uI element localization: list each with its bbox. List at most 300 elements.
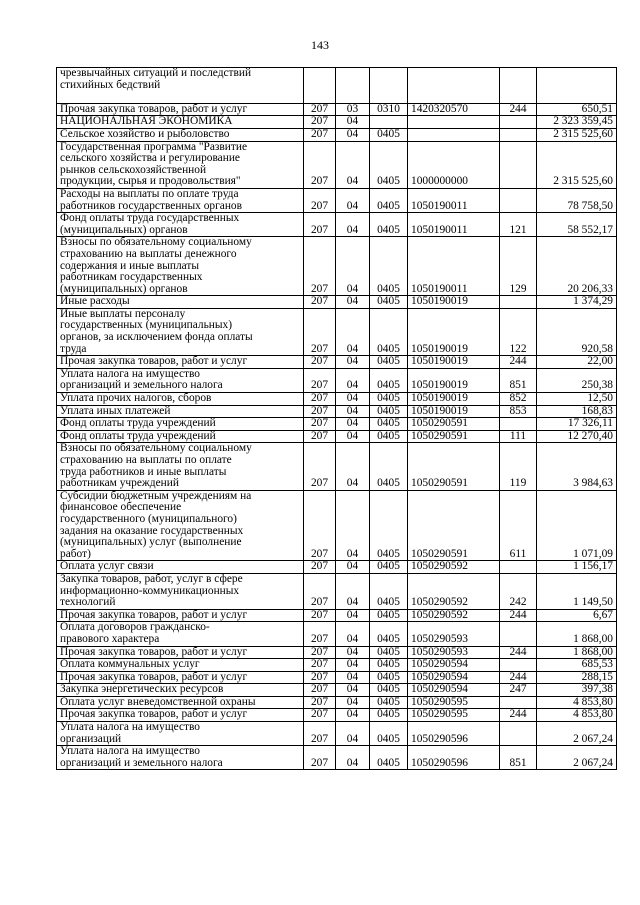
target-article-cell: 1050190019 [408, 405, 500, 418]
subsection-cell: 0405 [370, 696, 408, 709]
section-cell: 04 [336, 213, 370, 237]
amount-cell: 6,67 [537, 609, 617, 622]
target-article-cell: 1050290591 [408, 430, 500, 443]
item-name-line: Взносы по обязательному социальному [60, 442, 252, 455]
target-article-cell: 1050190019 [408, 308, 500, 355]
amount-cell: 12 270,40 [537, 430, 617, 443]
item-name-line: Иные выплаты персоналу [60, 308, 186, 320]
item-name-line: Прочая закупка товаров, работ и услуг [60, 609, 248, 621]
admin-code-cell: 207 [304, 356, 336, 369]
item-name-line: Сельское хозяйство и рыболовство [60, 128, 230, 140]
subsection-cell: 0405 [370, 684, 408, 697]
expense-type-cell: 122 [500, 308, 537, 355]
item-name-line: финансовое обеспечение [60, 501, 182, 514]
target-article-cell: 1050290596 [408, 722, 500, 746]
amount-cell: 22,00 [537, 356, 617, 369]
item-name-line: Взносы по обязательному социальному [60, 236, 252, 249]
target-article-cell: 1050290596 [408, 746, 500, 770]
target-article-cell [408, 116, 500, 129]
table-row [57, 622, 617, 646]
table-row [57, 659, 617, 672]
subsection-cell: 0405 [370, 296, 408, 309]
subsection-cell: 0405 [370, 443, 408, 490]
target-article-cell: 1050290593 [408, 646, 500, 659]
expense-type-cell [500, 116, 537, 129]
target-article-cell: 1050290594 [408, 671, 500, 684]
admin-code-cell: 207 [304, 308, 336, 355]
expense-type-cell [500, 722, 537, 746]
admin-code-cell: 207 [304, 430, 336, 443]
table-row [57, 68, 617, 104]
amount-cell: 1 868,00 [537, 646, 617, 659]
subsection-cell: 0405 [370, 490, 408, 561]
item-name-cell [57, 671, 304, 684]
table-row [57, 671, 617, 684]
section-cell: 04 [336, 418, 370, 431]
expense-type-cell [500, 622, 537, 646]
subsection-cell: 0405 [370, 418, 408, 431]
item-name-cell [57, 116, 304, 129]
section-cell: 04 [336, 368, 370, 392]
item-name-cell [57, 418, 304, 431]
target-article-cell: 1050290595 [408, 696, 500, 709]
amount-cell: 650,51 [537, 103, 617, 116]
expense-type-cell: 851 [500, 746, 537, 770]
target-article-cell: 1050290591 [408, 490, 500, 561]
admin-code-cell: 207 [304, 573, 336, 609]
admin-code-cell: 207 [304, 443, 336, 490]
item-name-line: Уплата прочих налогов, сборов [60, 392, 212, 405]
item-name-cell [57, 393, 304, 406]
admin-code-cell: 207 [304, 188, 336, 212]
item-name-cell [57, 490, 304, 561]
table-row [57, 141, 617, 188]
subsection-cell: 0405 [370, 573, 408, 609]
section-cell: 04 [336, 296, 370, 309]
item-name-line: работ) [60, 547, 91, 560]
item-name-cell [57, 573, 304, 609]
table-row [57, 116, 617, 129]
section-cell: 04 [336, 237, 370, 296]
subsection-cell: 0405 [370, 141, 408, 188]
item-name-line: страхованию на выплаты по оплате [60, 454, 232, 466]
admin-code-cell: 207 [304, 722, 336, 746]
table-row [57, 418, 617, 431]
expense-type-cell [500, 659, 537, 672]
item-name-cell [57, 646, 304, 659]
table-row [57, 696, 617, 709]
item-name-line: организаций и земельного налога [60, 756, 223, 769]
item-name-line: (муниципальных) органов [60, 223, 188, 236]
item-name-line: (муниципальных) услуг (выполнение [60, 536, 242, 549]
target-article-cell: 1050290593 [408, 622, 500, 646]
item-name-cell [57, 308, 304, 355]
amount-cell: 168,83 [537, 405, 617, 418]
section-cell: 04 [336, 746, 370, 770]
item-name-line: правового характера [60, 632, 160, 645]
admin-code-cell: 207 [304, 213, 336, 237]
amount-cell: 3 984,63 [537, 443, 617, 490]
item-name-line: стихийных бедствий [60, 78, 161, 91]
target-article-cell [408, 68, 500, 104]
target-article-cell: 1050190011 [408, 188, 500, 212]
table-row [57, 573, 617, 609]
section-cell: 04 [336, 573, 370, 609]
amount-cell: 17 326,11 [537, 418, 617, 431]
amount-cell: 78 758,50 [537, 188, 617, 212]
subsection-cell: 0405 [370, 746, 408, 770]
expense-type-cell [500, 128, 537, 141]
table-row [57, 213, 617, 237]
admin-code-cell: 207 [304, 709, 336, 722]
admin-code-cell: 207 [304, 237, 336, 296]
expense-type-cell [500, 561, 537, 574]
section-cell: 04 [336, 116, 370, 129]
amount-cell: 20 206,33 [537, 237, 617, 296]
budget-table [56, 67, 617, 770]
amount-cell: 397,38 [537, 684, 617, 697]
admin-code-cell: 207 [304, 746, 336, 770]
item-name-line: Уплата налога на имущество [60, 721, 200, 734]
admin-code-cell: 207 [304, 418, 336, 431]
subsection-cell: 0405 [370, 368, 408, 392]
target-article-cell: 1050290594 [408, 659, 500, 672]
target-article-cell: 1050290595 [408, 709, 500, 722]
item-name-cell [57, 213, 304, 237]
item-name-line: органов, за исключением фонда оплаты [60, 331, 253, 344]
subsection-cell: 0405 [370, 646, 408, 659]
subsection-cell: 0405 [370, 709, 408, 722]
item-name-line: содержания и иные выплаты [60, 259, 200, 272]
admin-code-cell: 207 [304, 393, 336, 406]
item-name-cell [57, 128, 304, 141]
item-name-cell [57, 141, 304, 188]
item-name-line: государственного (муниципального) [60, 512, 237, 525]
subsection-cell: 0405 [370, 308, 408, 355]
amount-cell: 288,15 [537, 671, 617, 684]
expense-type-cell: 244 [500, 709, 537, 722]
item-name-cell [57, 368, 304, 392]
section-cell: 04 [336, 671, 370, 684]
expense-type-cell: 129 [500, 237, 537, 296]
section-cell: 04 [336, 646, 370, 659]
section-cell: 04 [336, 405, 370, 418]
item-name-cell [57, 68, 304, 104]
item-name-cell [57, 622, 304, 646]
subsection-cell [370, 116, 408, 129]
expense-type-cell [500, 188, 537, 212]
item-name-cell [57, 722, 304, 746]
table-row [57, 490, 617, 561]
item-name-line: Фонд оплаты труда учреждений [60, 417, 216, 430]
table-row [57, 609, 617, 622]
admin-code-cell: 207 [304, 659, 336, 672]
item-name-line: работникам государственных [60, 271, 203, 284]
table-row [57, 393, 617, 406]
item-name-line: государственных (муниципальных) [60, 319, 233, 332]
expense-type-cell [500, 141, 537, 188]
item-name-line: Закупка энергетических ресурсов [60, 683, 224, 696]
target-article-cell: 1050290591 [408, 418, 500, 431]
target-article-cell: 1050290592 [408, 609, 500, 622]
expense-type-cell: 244 [500, 646, 537, 659]
expense-type-cell [500, 418, 537, 431]
section-cell: 04 [336, 490, 370, 561]
amount-cell: 1 149,50 [537, 573, 617, 609]
item-name-cell [57, 709, 304, 722]
item-name-cell [57, 356, 304, 369]
item-name-cell [57, 684, 304, 697]
item-name-line: Прочая закупка товаров, работ и услуг [60, 646, 248, 658]
amount-cell: 58 552,17 [537, 213, 617, 237]
section-cell: 04 [336, 709, 370, 722]
target-article-cell: 1050290592 [408, 573, 500, 609]
table-row [57, 709, 617, 722]
table-row [57, 103, 617, 116]
amount-cell: 2 323 359,45 [537, 116, 617, 129]
expense-type-cell: 852 [500, 393, 537, 406]
subsection-cell: 0405 [370, 622, 408, 646]
target-article-cell: 1420320570 [408, 103, 500, 116]
target-article-cell: 1050290591 [408, 443, 500, 490]
item-name-cell [57, 103, 304, 116]
section-cell: 04 [336, 188, 370, 212]
table-row [57, 128, 617, 141]
subsection-cell: 0405 [370, 393, 408, 406]
admin-code-cell: 207 [304, 696, 336, 709]
item-name-line: Оплата услуг связи [60, 560, 154, 573]
item-name-line: Прочая закупка товаров, работ и услуг [60, 355, 248, 368]
admin-code-cell: 207 [304, 368, 336, 392]
item-name-line: продукции, сырья и продовольствия" [60, 175, 241, 188]
subsection-cell: 0405 [370, 405, 408, 418]
item-name-line: Уплата налога на имущество [60, 368, 200, 380]
section-cell: 03 [336, 103, 370, 116]
subsection-cell: 0405 [370, 671, 408, 684]
table-row [57, 684, 617, 697]
item-name-line: чрезвычайных ситуаций и последствий [60, 67, 252, 79]
page-number: 143 [311, 38, 329, 52]
section-cell: 04 [336, 128, 370, 141]
section-cell: 04 [336, 356, 370, 369]
amount-cell: 1 374,29 [537, 296, 617, 309]
item-name-line: Иные расходы [60, 295, 130, 308]
item-name-line: Субсидии бюджетным учреждениям на [60, 490, 252, 502]
expense-type-cell: 247 [500, 684, 537, 697]
subsection-cell: 0405 [370, 561, 408, 574]
admin-code-cell: 207 [304, 684, 336, 697]
item-name-cell [57, 696, 304, 709]
amount-cell: 12,50 [537, 393, 617, 406]
table-body [57, 68, 617, 770]
admin-code-cell: 207 [304, 405, 336, 418]
admin-code-cell: 207 [304, 622, 336, 646]
item-name-line: Оплата договоров гражданско- [60, 621, 210, 634]
item-name-line: рынков сельскохозяйственной [60, 163, 207, 176]
expense-type-cell [500, 68, 537, 104]
item-name-line: труда работников и иные выплаты [60, 465, 227, 478]
subsection-cell: 0310 [370, 103, 408, 116]
item-name-line: информационно-коммуникационных [60, 584, 240, 597]
admin-code-cell: 207 [304, 646, 336, 659]
target-article-cell: 1050190011 [408, 213, 500, 237]
item-name-line: Оплата коммунальных услуг [60, 658, 200, 671]
item-name-line: Уплата налога на имущество [60, 745, 200, 758]
section-cell: 04 [336, 722, 370, 746]
table-row [57, 237, 617, 296]
expense-type-cell: 611 [500, 490, 537, 561]
expense-type-cell: 119 [500, 443, 537, 490]
expense-type-cell: 244 [500, 671, 537, 684]
item-name-cell [57, 609, 304, 622]
item-name-cell [57, 296, 304, 309]
amount-cell: 250,38 [537, 368, 617, 392]
table-row [57, 405, 617, 418]
amount-cell: 1 156,17 [537, 561, 617, 574]
table-row [57, 356, 617, 369]
amount-cell: 685,53 [537, 659, 617, 672]
expense-type-cell: 111 [500, 430, 537, 443]
amount-cell: 2 315 525,60 [537, 141, 617, 188]
section-cell [336, 68, 370, 104]
amount-cell: 920,58 [537, 308, 617, 355]
amount-cell: 1 868,00 [537, 622, 617, 646]
item-name-line: организаций и земельного налога [60, 379, 223, 392]
target-article-cell: 1050190019 [408, 296, 500, 309]
item-name-cell [57, 561, 304, 574]
item-name-line: Фонд оплаты труда учреждений [60, 430, 216, 442]
table-row [57, 646, 617, 659]
item-name-line: страхованию на выплаты денежного [60, 247, 237, 260]
admin-code-cell: 207 [304, 609, 336, 622]
item-name-line: работников государственных органов [60, 199, 243, 212]
table-row [57, 443, 617, 490]
amount-cell: 2 067,24 [537, 722, 617, 746]
table-row [57, 368, 617, 392]
section-cell: 04 [336, 622, 370, 646]
admin-code-cell: 207 [304, 561, 336, 574]
table-row [57, 430, 617, 443]
subsection-cell: 0405 [370, 128, 408, 141]
subsection-cell: 0405 [370, 659, 408, 672]
expense-type-cell: 244 [500, 609, 537, 622]
item-name-line: Прочая закупка товаров, работ и услуг [60, 671, 248, 683]
expense-type-cell [500, 296, 537, 309]
admin-code-cell: 207 [304, 296, 336, 309]
expense-type-cell: 121 [500, 213, 537, 237]
item-name-line: организаций [60, 732, 122, 745]
item-name-line: Прочая закупка товаров, работ и услуг [60, 708, 248, 721]
section-cell: 04 [336, 430, 370, 443]
expense-type-cell: 244 [500, 103, 537, 116]
target-article-cell [408, 128, 500, 141]
item-name-cell [57, 188, 304, 212]
amount-cell: 2 067,24 [537, 746, 617, 770]
item-name-line: труда [60, 342, 87, 355]
item-name-line: задания на оказание государственных [60, 524, 244, 537]
section-cell: 04 [336, 561, 370, 574]
target-article-cell: 1050190019 [408, 356, 500, 369]
table-row [57, 561, 617, 574]
admin-code-cell: 207 [304, 671, 336, 684]
expense-type-cell: 851 [500, 368, 537, 392]
section-cell: 04 [336, 659, 370, 672]
item-name-line: Фонд оплаты труда государственных [60, 212, 240, 225]
item-name-line: Уплата иных платежей [60, 405, 171, 417]
item-name-line: Закупка товаров, работ, услуг в сфере [60, 573, 243, 585]
section-cell: 04 [336, 308, 370, 355]
item-name-line: Государственная программа "Развитие [60, 141, 248, 153]
admin-code-cell: 207 [304, 490, 336, 561]
item-name-cell [57, 237, 304, 296]
subsection-cell: 0405 [370, 237, 408, 296]
amount-cell: 4 853,80 [537, 696, 617, 709]
subsection-cell [370, 68, 408, 104]
admin-code-cell: 207 [304, 103, 336, 116]
item-name-cell [57, 430, 304, 443]
amount-cell: 2 315 525,60 [537, 128, 617, 141]
admin-code-cell [304, 68, 336, 104]
amount-cell [537, 68, 617, 104]
expense-type-cell: 244 [500, 356, 537, 369]
admin-code-cell: 207 [304, 116, 336, 129]
expense-type-cell [500, 696, 537, 709]
subsection-cell: 0405 [370, 722, 408, 746]
target-article-cell: 1000000000 [408, 141, 500, 188]
item-name-line: Прочая закупка товаров, работ и услуг [60, 103, 248, 115]
section-cell: 04 [336, 141, 370, 188]
item-name-line: (муниципальных) органов [60, 282, 188, 295]
expense-type-cell: 242 [500, 573, 537, 609]
subsection-cell: 0405 [370, 430, 408, 443]
target-article-cell: 1050190019 [408, 393, 500, 406]
subsection-cell: 0405 [370, 609, 408, 622]
subsection-cell: 0405 [370, 188, 408, 212]
table-row [57, 722, 617, 746]
item-name-line [60, 91, 300, 103]
item-name-line: Расходы на выплаты по оплате труда [60, 188, 239, 200]
section-cell: 04 [336, 696, 370, 709]
target-article-cell: 1050190019 [408, 368, 500, 392]
section-cell: 04 [336, 609, 370, 622]
target-article-cell: 1050290592 [408, 561, 500, 574]
table-row [57, 296, 617, 309]
amount-cell: 1 071,09 [537, 490, 617, 561]
target-article-cell: 1050290594 [408, 684, 500, 697]
item-name-line: технологий [60, 596, 116, 609]
item-name-line: сельского хозяйства и регулирование [60, 152, 240, 165]
item-name-cell [57, 746, 304, 770]
table-row [57, 746, 617, 770]
item-name-cell [57, 443, 304, 490]
subsection-cell: 0405 [370, 356, 408, 369]
item-name-cell [57, 405, 304, 418]
item-name-line: работникам учреждений [60, 477, 179, 490]
admin-code-cell: 207 [304, 128, 336, 141]
table-row [57, 188, 617, 212]
section-cell: 04 [336, 393, 370, 406]
section-cell: 04 [336, 684, 370, 697]
amount-cell: 4 853,80 [537, 709, 617, 722]
section-cell: 04 [336, 443, 370, 490]
target-article-cell: 1050190011 [408, 237, 500, 296]
item-name-cell [57, 659, 304, 672]
expense-type-cell: 853 [500, 405, 537, 418]
admin-code-cell: 207 [304, 141, 336, 188]
item-name-line: Оплата услуг вневедомственной охраны [60, 696, 256, 708]
table-row [57, 308, 617, 355]
subsection-cell: 0405 [370, 213, 408, 237]
